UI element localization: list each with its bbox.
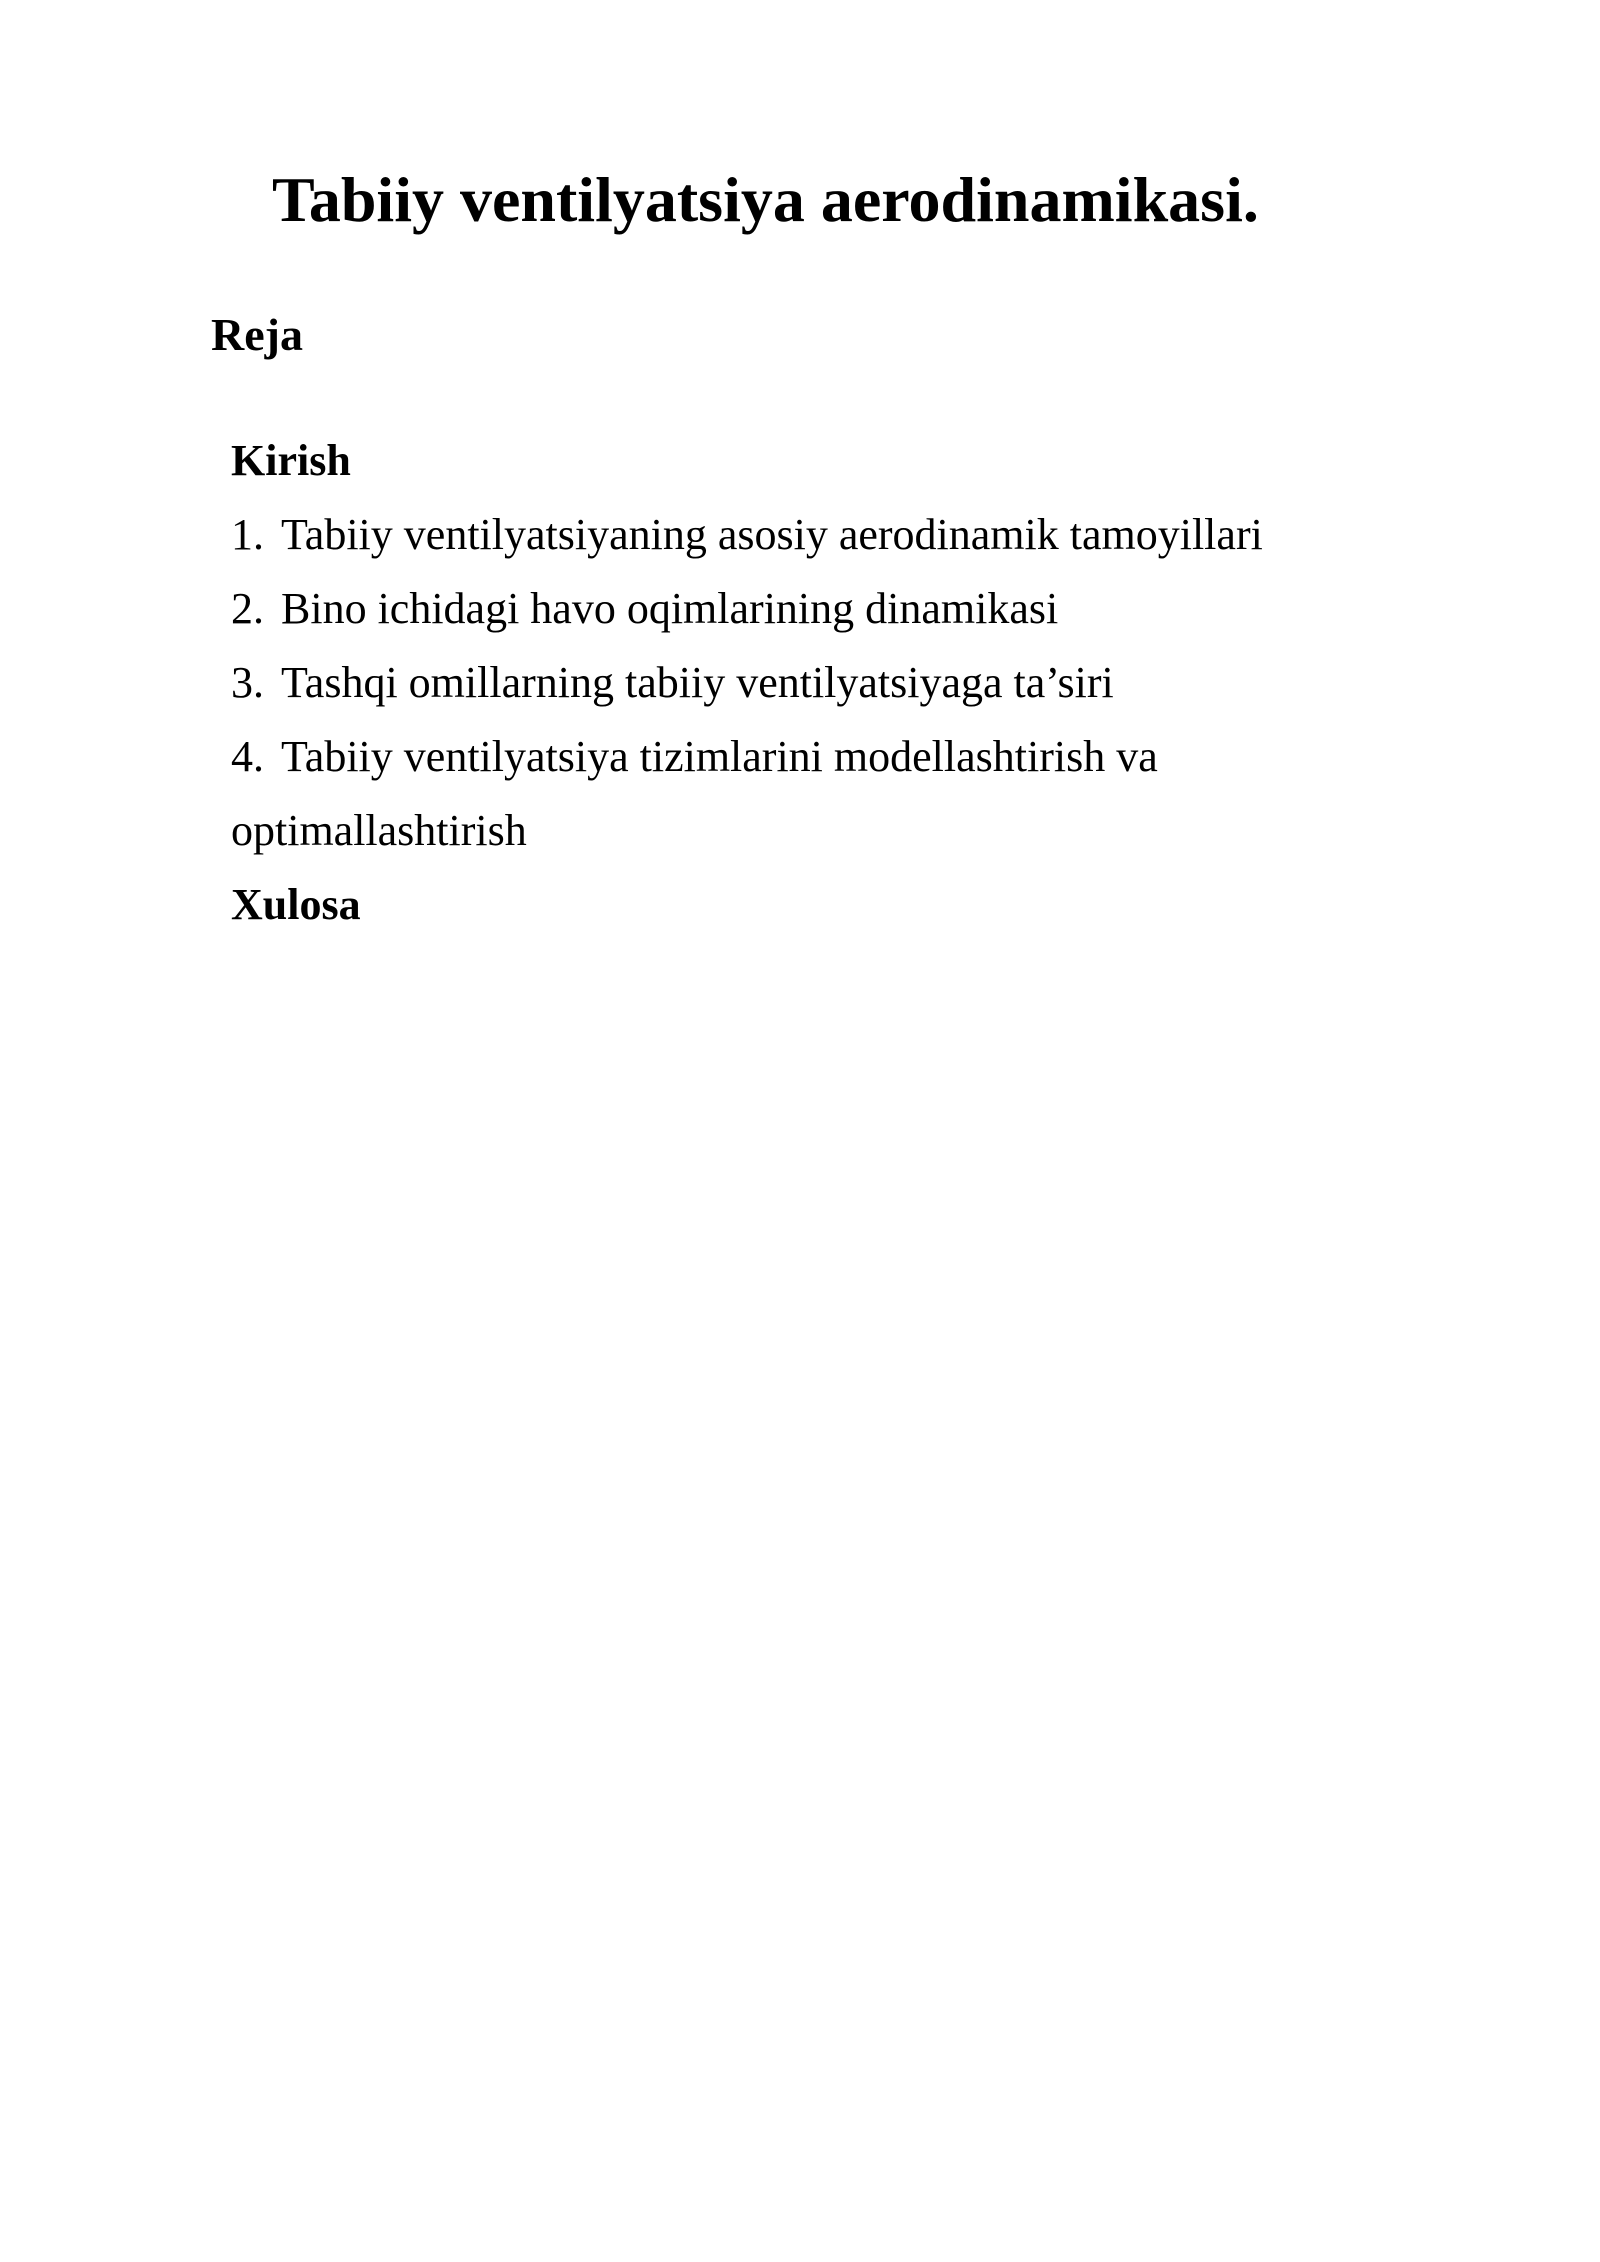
plan-item-continuation: optimallashtirish	[231, 806, 527, 855]
plan-item-number: 3.	[231, 658, 264, 707]
plan-item-text: Tabiiy ventilyatsiyaning asosiy aerodinamik tamoyillari	[281, 510, 1263, 559]
plan-item-number: 1.	[231, 510, 264, 559]
document-title: Tabiiy ventilyatsiya aerodinamikasi.	[272, 164, 1259, 235]
plan-item-text: Tashqi omillarning tabiiy ventilyatsiyaga ta’siri	[281, 658, 1114, 707]
plan-intro: Kirish	[231, 436, 351, 485]
plan-item	[231, 720, 1381, 794]
plan-conclusion: Xulosa	[231, 880, 361, 929]
plan-item	[231, 646, 1381, 720]
plan-item-number: 2.	[231, 584, 264, 633]
plan-item-text: Bino ichidagi havo oqimlarining dinamikasi	[281, 584, 1059, 633]
plan-item	[231, 572, 1381, 646]
plan-item	[231, 498, 1381, 572]
plan-item-number: 4.	[231, 732, 264, 781]
plan-heading: Reja	[211, 309, 303, 360]
plan-list	[231, 424, 1381, 942]
plan-item-text: Tabiiy ventilyatsiya tizimlarini modellashtirish va	[281, 732, 1158, 781]
